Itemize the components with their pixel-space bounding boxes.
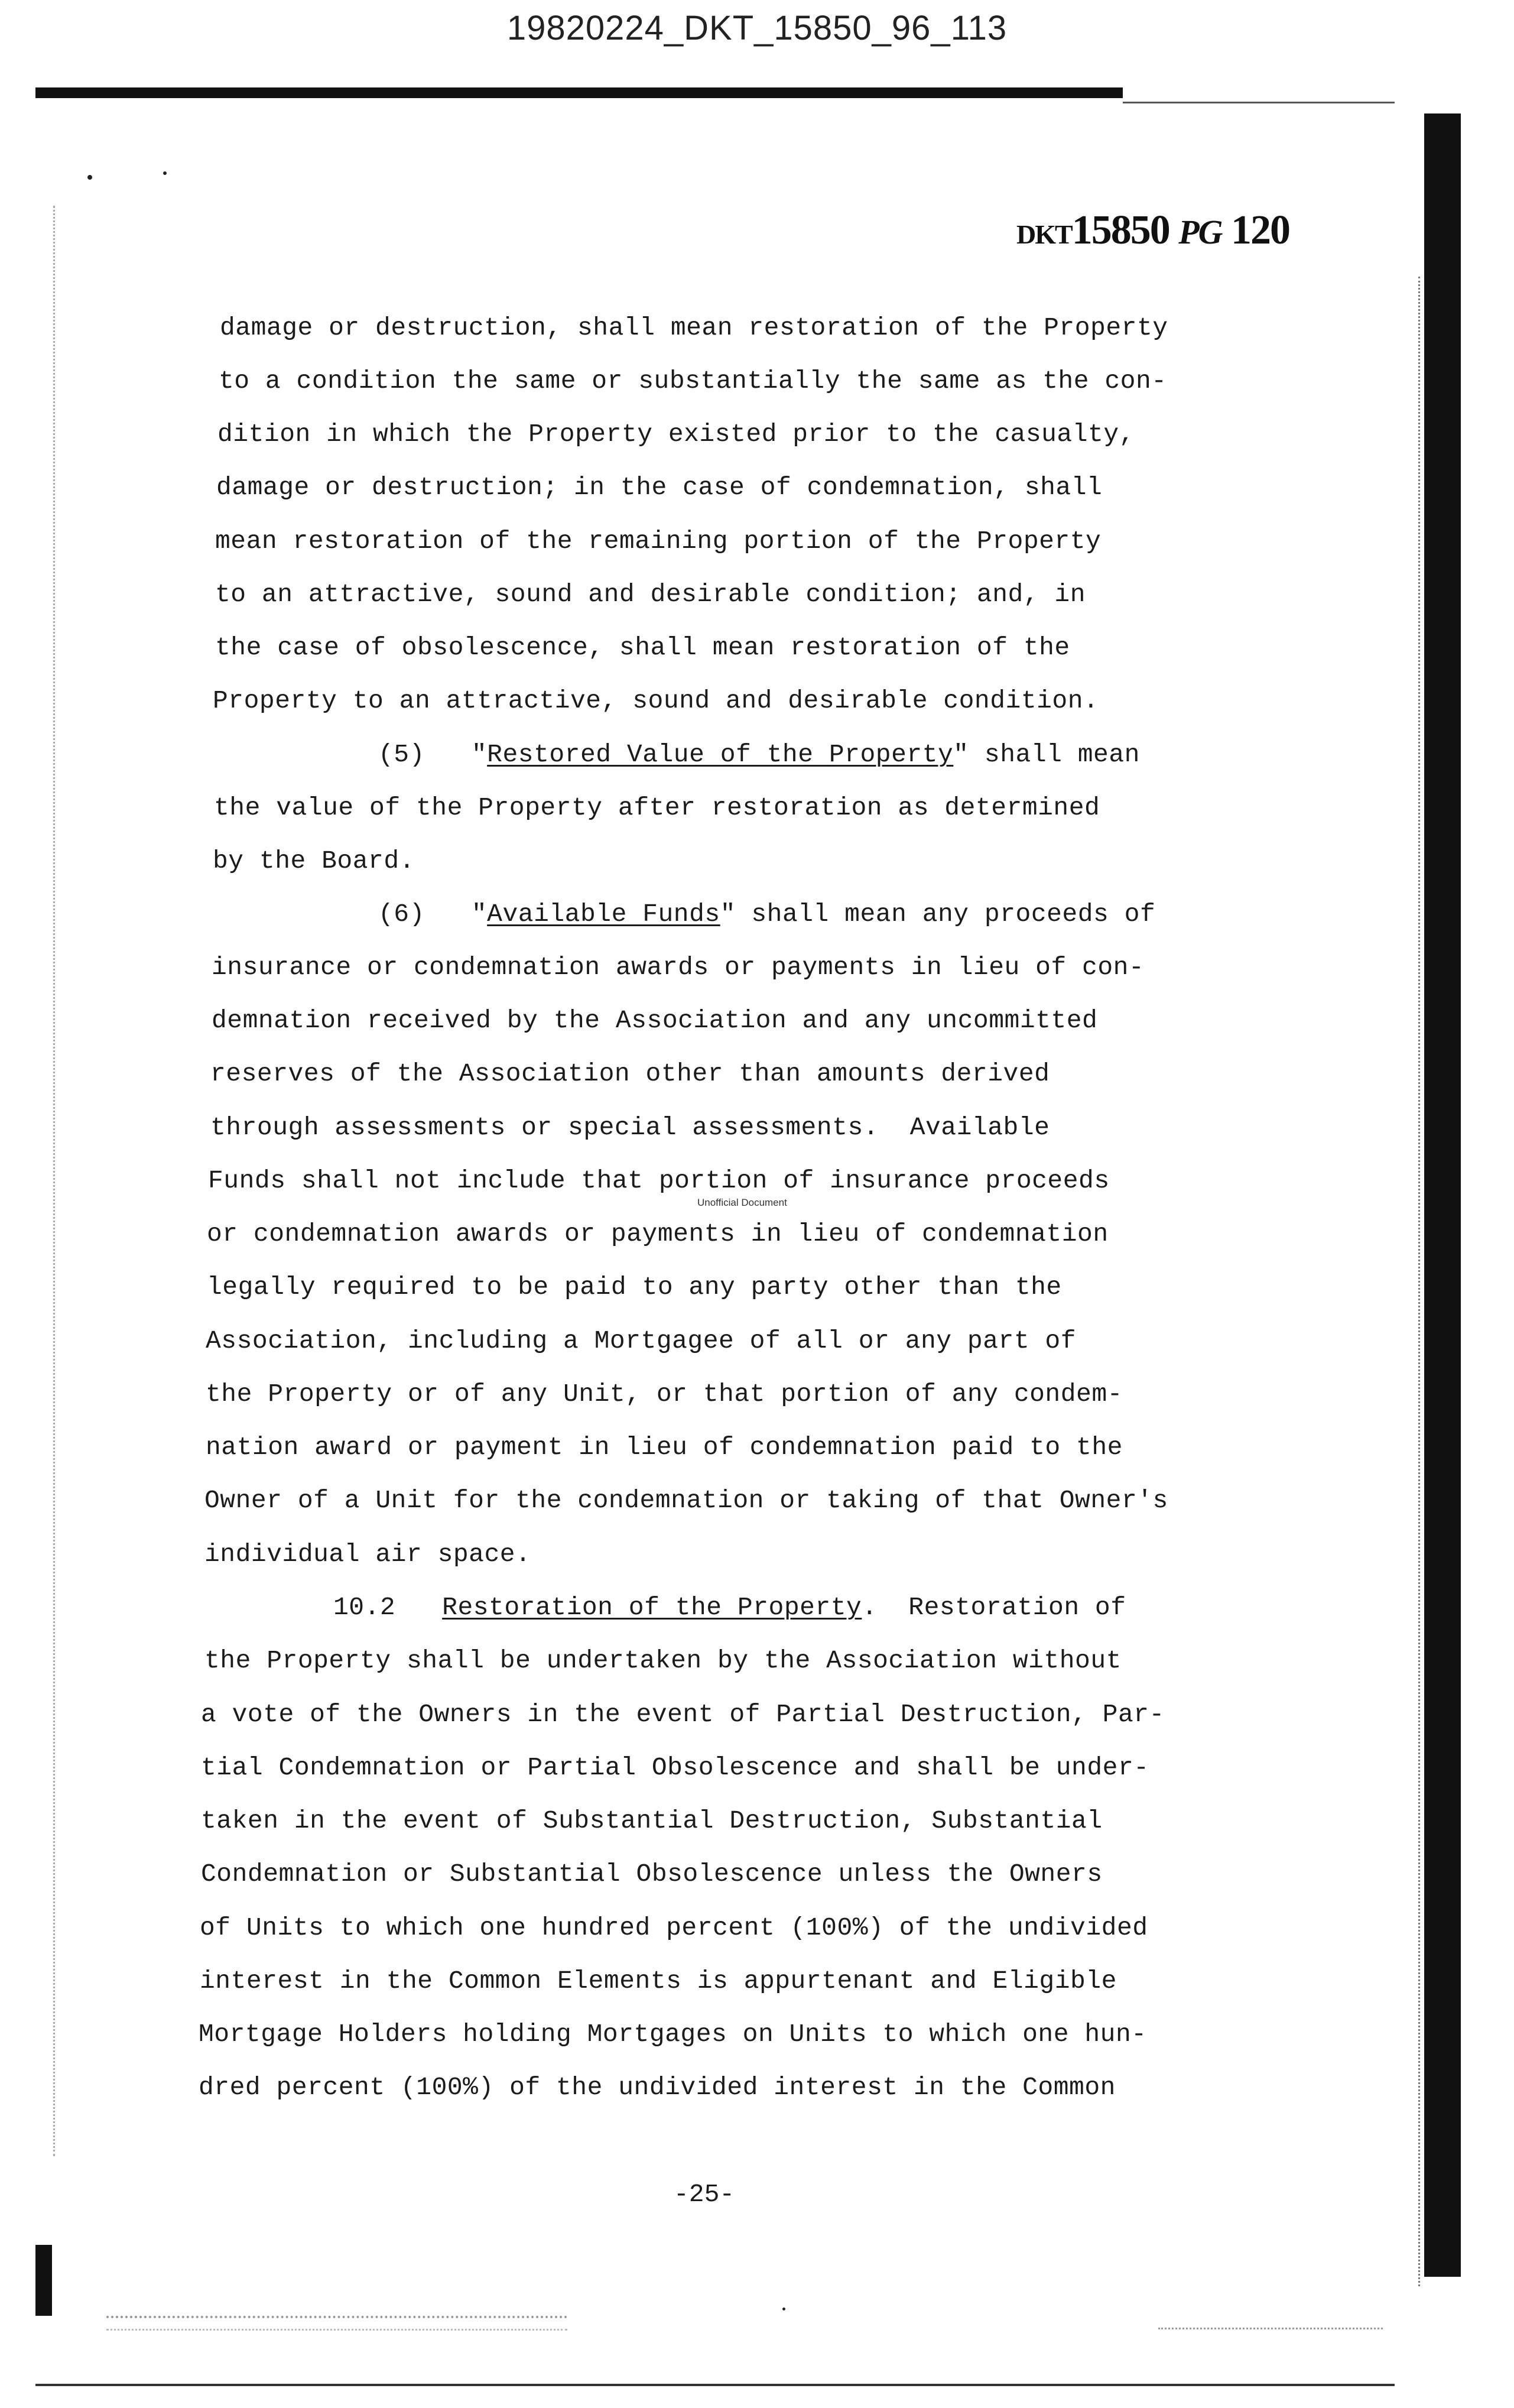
paragraph-line: the Property or of any Unit, or that portion of any condem- [206,1380,1123,1409]
paragraph-line: legally required to be paid to any party other than the [207,1273,1062,1302]
paragraph-line: demnation received by the Association and any uncommitted [212,1006,1098,1035]
paragraph-line: damage or destruction, shall mean restoration of the Property [220,313,1168,342]
paragraph-line: nation award or payment in lieu of condemnation paid to the [206,1433,1123,1462]
paragraph-line: insurance or condemnation awards or payments in lieu of con- [212,953,1145,982]
scan-right-edge-noise [1418,277,1422,2286]
paragraph-line: interest in the Common Elements is appurtenant and Eligible [200,1966,1117,1995]
heading-rest: . Restoration of [862,1593,1126,1622]
scan-speck [782,2308,785,2310]
paragraph-line: dred percent (100%) of the undivided interest in the Common [199,2073,1116,2102]
heading-rest: " shall mean any proceeds of [720,900,1156,929]
scan-left-border [35,2245,52,2316]
paragraph-line: or condemnation awards or payments in lieu of condemnation [207,1219,1109,1248]
paragraph-line: taken in the event of Substantial Destruction, Substantial [201,1806,1103,1835]
defined-term: Restored Value of the Property [487,740,954,769]
paragraph-line: by the Board. [213,846,415,875]
document-id-header: 19820224_DKT_15850_96_113 [506,9,1008,47]
heading-rest: " shall mean [953,740,1140,769]
paragraph-line: the value of the Property after restoration as determined [214,793,1100,822]
paragraph-line: to an attractive, sound and desirable condition; and, in [215,580,1086,609]
item-number: (6) [378,900,425,929]
definition-item-6-heading [378,900,1155,929]
section-number: 10.2 [333,1593,396,1622]
paragraph-line: Association, including a Mortgagee of all or any part of [206,1326,1077,1355]
docket-page-number: 120 [1231,207,1290,253]
unofficial-document-watermark: Unofficial Document [697,1197,787,1208]
paragraph-line: a vote of the Owners in the event of Partial Destruction, Par- [201,1700,1165,1729]
paragraph-line: Owner of a Unit for the condemnation or taking of that Owner's [204,1486,1168,1515]
section-title: Restoration of the Property [442,1593,862,1622]
paragraph-line: of Units to which one hundred percent (100%) of the undivided [200,1913,1148,1942]
docket-page-label: PG [1178,213,1222,251]
paragraph-line: dition in which the Property existed prior to the casualty, [217,420,1135,449]
definition-item-5-heading [378,740,1140,769]
paragraph-line: damage or destruction; in the case of condemnation, shall [216,473,1103,502]
paragraph-line: Condemnation or Substantial Obsolescence unless the Owners [201,1859,1103,1888]
paragraph-line: individual air space. [204,1540,531,1569]
paragraph-line: Funds shall not include that portion of insurance proceeds [208,1166,1110,1195]
open-quote: " [471,900,488,929]
item-number: (5) [378,740,425,769]
scan-right-border [1424,113,1461,2277]
scan-left-edge-noise [53,206,56,2156]
paragraph-line: reserves of the Association other than amounts derived [210,1059,1050,1088]
paragraph-line: the case of obsolescence, shall mean restoration of the [215,633,1070,662]
scan-speck [87,175,92,180]
section-10-2-heading [333,1593,1126,1622]
paragraph-line: Mortgage Holders holding Mortgages on Units to which one hun- [199,2020,1147,2049]
paragraph-line: Property to an attractive, sound and desirable condition. [213,686,1099,715]
page-number: -25- [674,2180,735,2209]
paragraph-line: to a condition the same or substantially the same as the con- [219,366,1167,395]
scan-bottom-border [35,2384,1395,2386]
paragraph-line: through assessments or special assessments. Available [210,1113,1050,1142]
paragraph-line: mean restoration of the remaining portion of the Property [215,527,1102,556]
scan-top-border-thin [1123,102,1395,103]
docket-stamp [1016,207,1289,254]
open-quote: " [471,740,488,769]
docket-prefix: DKT [1016,219,1072,249]
scan-top-border [35,87,1123,98]
paragraph-line: the Property shall be undertaken by the Association without [204,1646,1122,1675]
scan-speck [163,171,167,175]
defined-term: Available Funds [487,900,720,929]
scan-bottom-noise [106,2316,567,2331]
scan-bottom-noise-right [1158,2328,1383,2335]
docket-number: 15850 [1071,207,1169,253]
paragraph-line: tial Condemnation or Partial Obsolescence and shall be under- [201,1753,1149,1782]
